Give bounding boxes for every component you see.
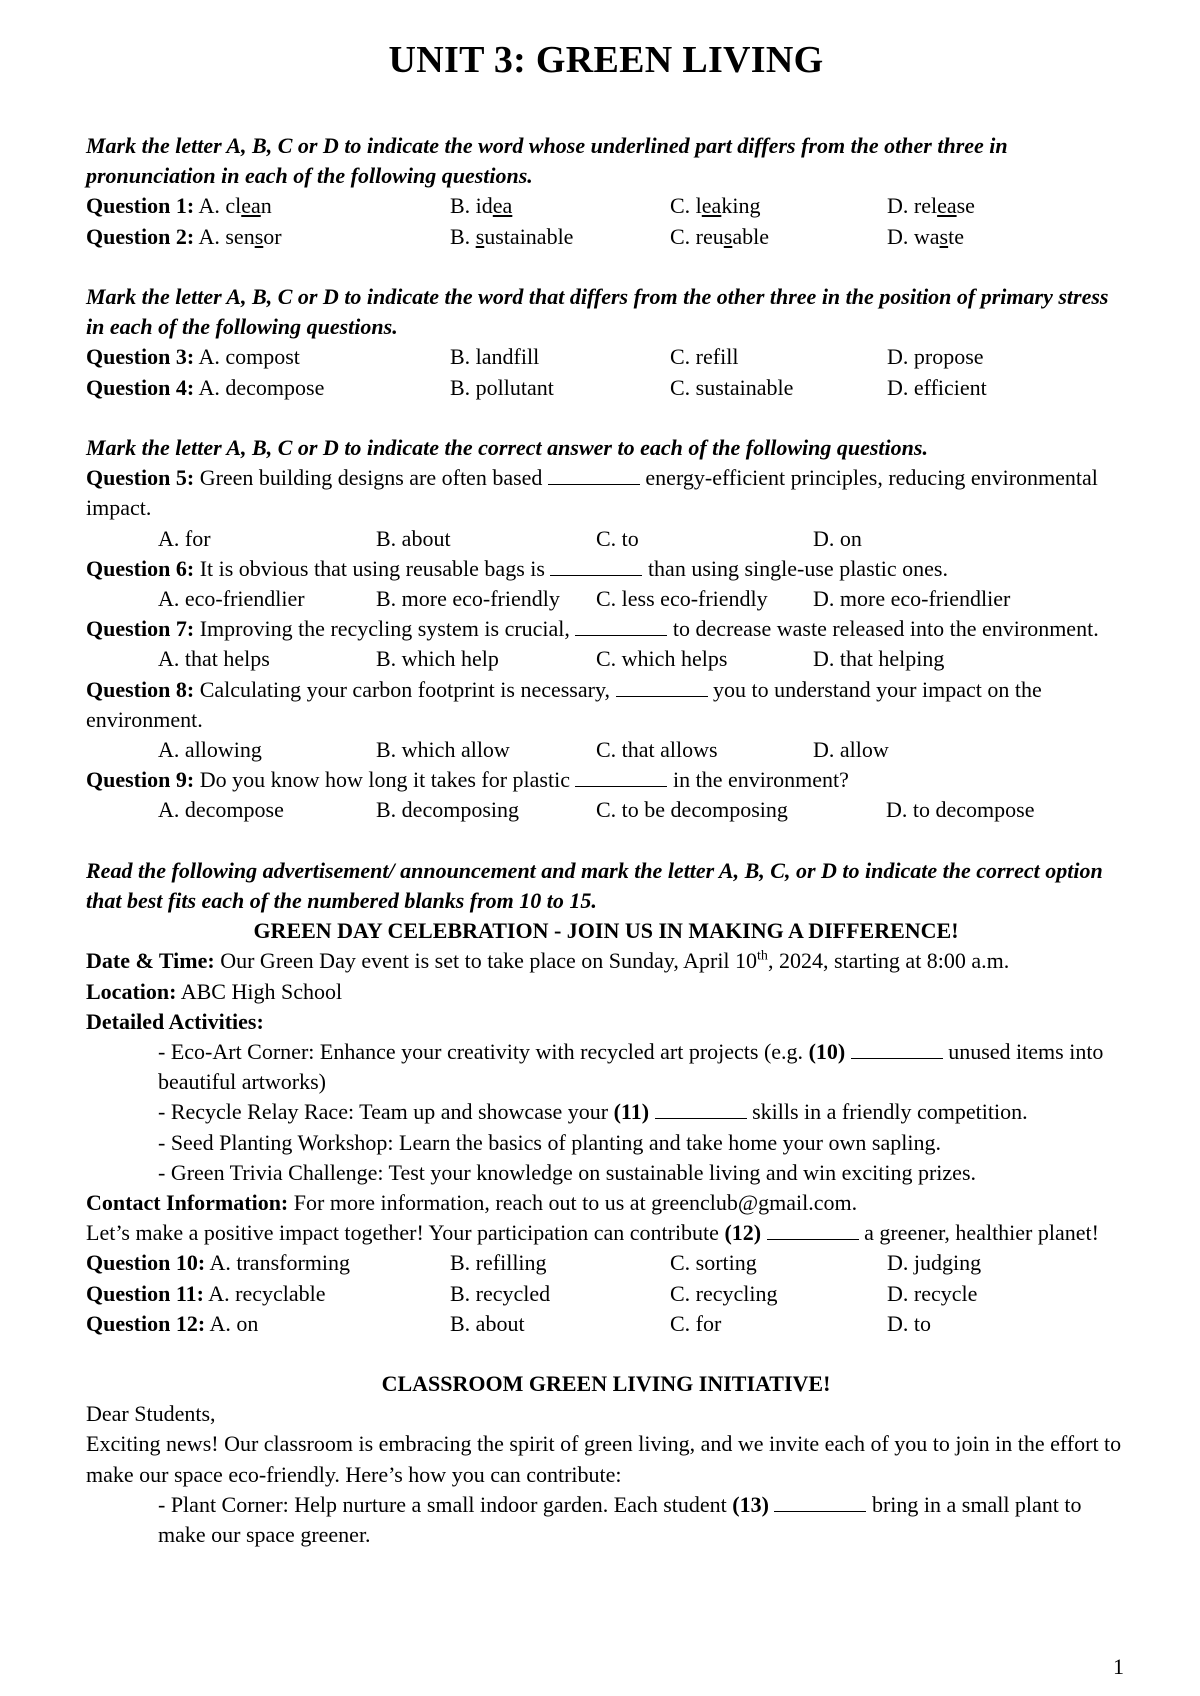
option-c: C. refill — [670, 344, 739, 370]
location: Location: ABC High School — [86, 978, 343, 1004]
activity-trivia: - Green Trivia Challenge: Test your knowledge on sustainable living and win exciting prizes. — [158, 1159, 977, 1185]
answer-blank — [575, 617, 667, 636]
activity-seed: - Seed Planting Workshop: Learn the basics of planting and take home your own sapling. — [158, 1129, 941, 1155]
instruction-stress: Mark the letter A, B, C or D to indicate the word that differs from the other three in the position of primary stress in each of the following questions. — [86, 283, 1109, 340]
activity-relay: - Recycle Relay Race: Team up and showcase your (11) skills in a friendly competition. — [158, 1099, 1028, 1125]
instruction-correct-answer: Mark the letter A, B, C or D to indicate the correct answer to each of the following questions. — [86, 434, 928, 460]
options-9: A. decompose B. decomposing C. to be decomposing D. to decompose — [158, 797, 1035, 823]
options-6: A. eco-friendlier B. more eco-friendly C. less eco-friendly D. more eco-friendlier — [158, 585, 1011, 611]
closing: Let’s make a positive impact together! Your participation can contribute (12) a greener, healthier planet! — [86, 1220, 1099, 1246]
date-time: Date & Time: Our Green Day event is set to take place on Sunday, April 10th, 2024, starting at 8:00 a.m. — [86, 948, 1010, 974]
question-6: Question 6: It is obvious that using reusable bags is than using single-use plastic ones. — [86, 555, 948, 581]
answer-blank — [548, 466, 640, 485]
item-plant-corner: - Plant Corner: Help nurture a small indoor garden. Each student (13) bring in a small plant to make our space greener. — [158, 1491, 1082, 1548]
question-9: Question 9: Do you know how long it takes for plastic in the environment? — [86, 767, 849, 793]
options-7: A. that helps B. which help C. which helps D. that helping — [158, 646, 945, 672]
page-number: 1 — [1113, 1654, 1124, 1679]
question-8: Question 8: Calculating your carbon footprint is necessary, you to understand your impact on the environment. — [86, 676, 1042, 732]
answer-blank — [616, 678, 708, 697]
options-5: A. for B. about C. to D. on — [158, 525, 862, 551]
contact-info: Contact Information: For more information, reach out to us at greenclub@gmail.com. — [86, 1189, 858, 1215]
option-c: C. reusable — [670, 223, 769, 249]
initiative-title: CLASSROOM GREEN LIVING INITIATIVE! — [381, 1371, 831, 1397]
page-title: UNIT 3: GREEN LIVING — [388, 39, 824, 81]
instruction-advertisement: Read the following advertisement/ announcement and mark the letter A, B, C, or D to indicate the correct option that best fits each of the numbered blanks from 10 to 15. — [86, 857, 1103, 913]
options-8: A. allowing B. which allow C. that allows D. allow — [158, 736, 889, 762]
question-7: Question 7: Improving the recycling system is crucial, to decrease waste released into the environment. — [86, 616, 1099, 642]
advertisement-title: GREEN DAY CELEBRATION - JOIN US IN MAKING A DIFFERENCE! — [253, 918, 959, 944]
answer-blank — [575, 768, 667, 787]
option-c: C. sustainable — [670, 374, 794, 400]
greeting: Dear Students, — [86, 1401, 216, 1427]
question-5: Question 5: Green building designs are often based energy-efficient principles, reducing environmental impact. — [86, 465, 1098, 521]
activity-eco-art: - Eco-Art Corner: Enhance your creativity with recycled art projects (e.g. (10) unused items into beautiful artworks) — [158, 1038, 1104, 1095]
answer-blank — [851, 1040, 943, 1059]
question-11: Question 11: A. recyclable B. recycled C. recycling D. recycle — [86, 1280, 978, 1306]
initiative-intro: Exciting news! Our classroom is embracing the spirit of green living, and we invite each of you to join in the effort to make our space eco-friendly. Here’s how you can contribute: — [86, 1431, 1122, 1487]
answer-blank — [655, 1100, 747, 1119]
option-b: B. idea — [450, 193, 513, 219]
option-c: C. leaking — [670, 193, 761, 219]
instruction-pronunciation: Mark the letter A, B, C or D to indicate the word whose underlined part differs from the other three in pronunciation in each of the following questions. — [86, 133, 1008, 189]
activities-heading: Detailed Activities: — [86, 1008, 264, 1034]
question-10: Question 10: A. transforming B. refilling C. sorting D. judging — [86, 1250, 982, 1276]
question-1: Question 1: A. clean B. idea C. leaking D. release — [86, 191, 1126, 221]
answer-blank — [550, 557, 642, 576]
option-d: D. propose — [887, 344, 984, 370]
option-b: B. pollutant — [450, 374, 554, 400]
answer-blank — [774, 1493, 866, 1512]
option-d: D. waste — [887, 223, 964, 249]
option-d: D. efficient — [887, 374, 987, 400]
option-d: D. release — [887, 193, 975, 219]
question-4: Question 4: A. decompose B. pollutant C. sustainable D. efficient — [86, 373, 1126, 403]
answer-blank — [767, 1221, 859, 1240]
content — [86, 131, 1126, 1550]
option-b: B. sustainable — [450, 223, 574, 249]
question-3: Question 3: A. compost B. landfill C. refill D. propose — [86, 342, 1126, 372]
question-12: Question 12: A. on B. about C. for D. to — [86, 1310, 931, 1336]
option-b: B. landfill — [450, 344, 540, 370]
question-2: Question 2: A. sensor B. sustainable C. reusable D. waste — [86, 222, 1126, 252]
